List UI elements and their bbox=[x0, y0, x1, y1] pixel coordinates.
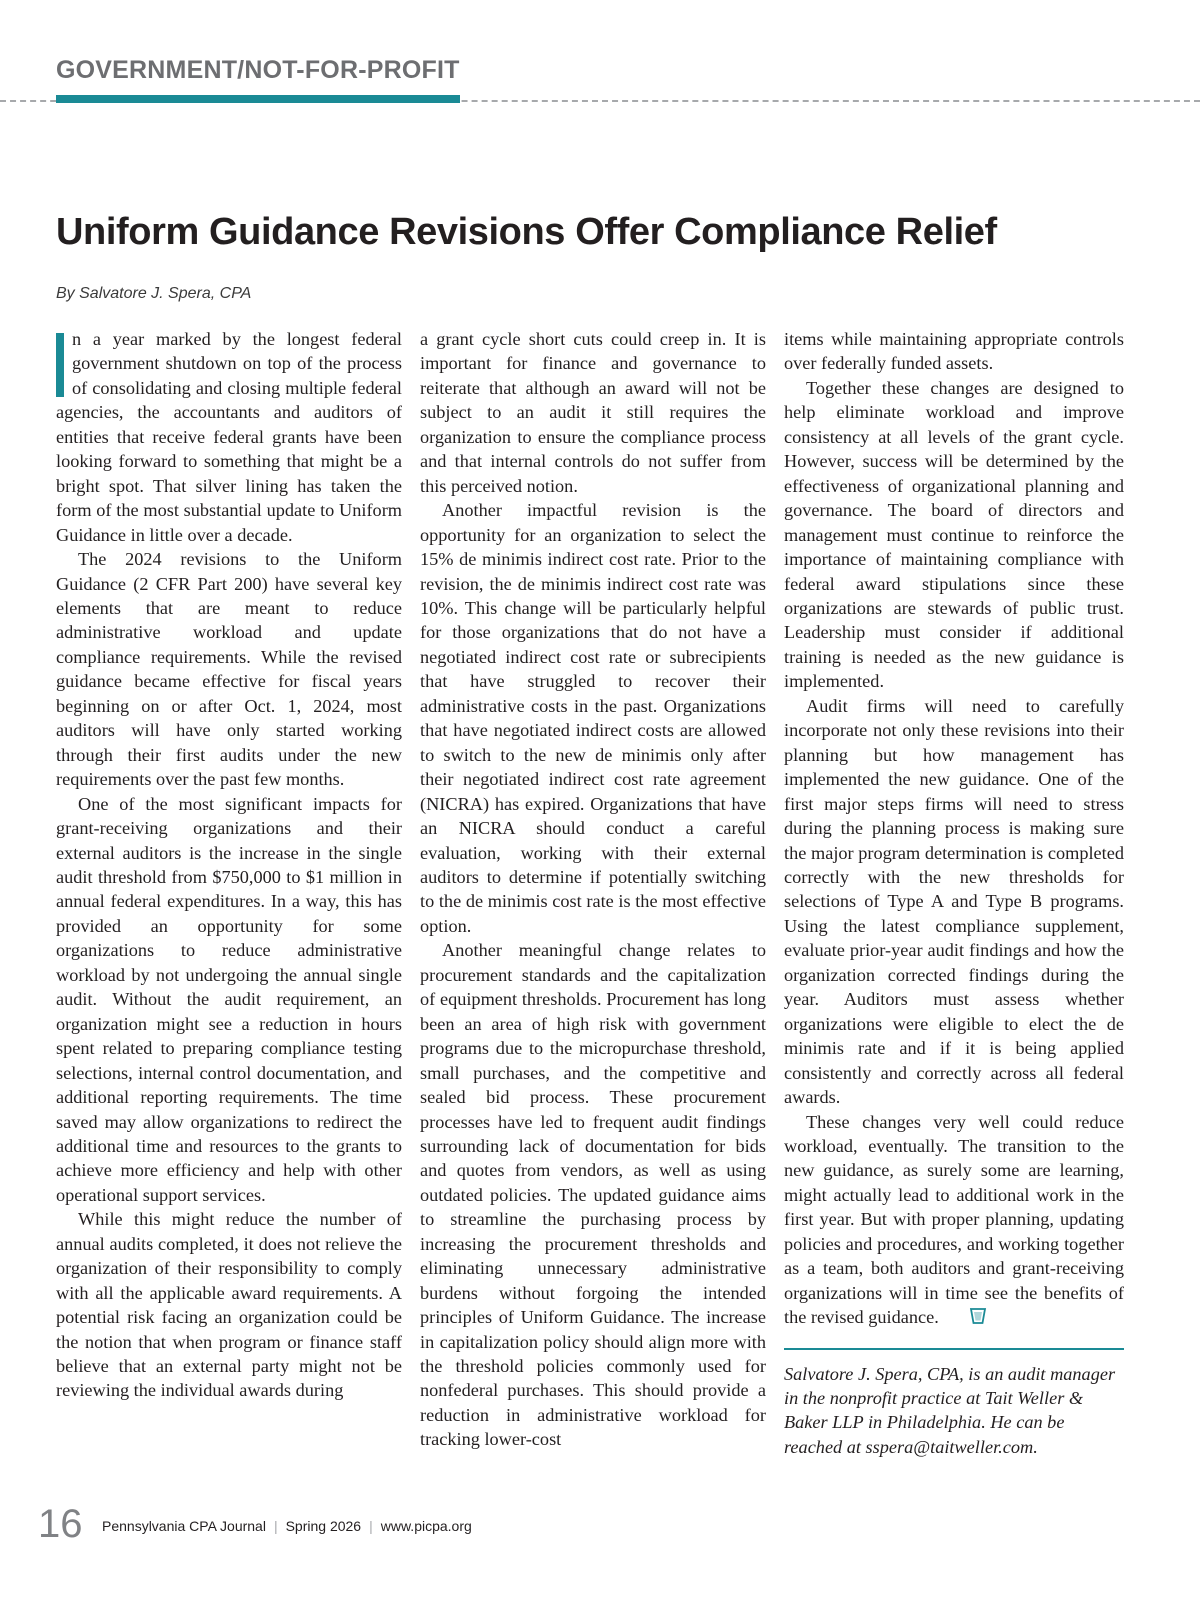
article-paragraph: Audit firms will need to carefully incorporate not only these revisions into their planning but how management has implemented the new guidance. One of the first major steps firms will need to stress during the planning process is making sure the major program determination is completed correctly with the new thresholds for selections of Type A and Type B programs. Using the latest compliance supplement, evaluate prior-year audit findings and how the organization corrected findings during the year. Auditors must assess whether organizations were eligible to elect the de minimis rate and if it is being applied consistently and correctly across all federal awards. bbox=[784, 695, 1124, 1108]
section-accent-bar bbox=[56, 95, 460, 103]
footer-info bbox=[102, 1518, 472, 1534]
paragraph-text: n a year marked by the longest federal government shutdown on top of the process of consolidating and closing multiple federal agencies, the accountants and auditors of entities that receive federal grants have been looking forward to something that might be a bright spot. That silver lining has taken the form of the most substantial update to Uniform Guidance in little over a decade. bbox=[56, 329, 402, 545]
drop-cap-i-mark bbox=[56, 333, 64, 397]
article-column-2 bbox=[420, 327, 766, 1452]
page-number: 16 bbox=[38, 1502, 83, 1546]
journal-name: Pennsylvania CPA Journal bbox=[102, 1518, 266, 1534]
footer-separator: | bbox=[369, 1518, 373, 1534]
article-paragraph bbox=[784, 1110, 1124, 1330]
article-column-3 bbox=[784, 327, 1124, 1459]
footer-separator: | bbox=[273, 1518, 278, 1534]
paragraph-text: These changes very well could reduce workload, eventually. The transition to the new guidance, as surely some are learning, might actually lead to additional work in the first year. But with proper planning, updating policies and procedures, and working together as a team, both auditors and grant-receiving organizations will in time see the benefits of the revised guidance. bbox=[784, 1111, 1124, 1328]
article-paragraph: The 2024 revisions to the Uniform Guidance (2 CFR Part 200) have several key elements that are meant to reduce administrative workload and update compliance requirements. While the revised guidance became effective for fiscal years beginning on or after Oct. 1, 2024, most auditors will have only started working through their first audits under the new requirements over the past few months. bbox=[56, 549, 402, 790]
article-column-1 bbox=[56, 327, 402, 1403]
section-header: GOVERNMENT/NOT-FOR-PROFIT bbox=[56, 56, 460, 84]
article-paragraph: Another meaningful change relates to procurement standards and the capitalization of equipment thresholds. Procurement has long been an area of high risk with government programs due to the micropurchase threshold, small purchases, and the competitive and sealed bid process. These procurement processes have led to frequent audit findings surrounding lack of documentation for bids and quotes from vendors, as well as using outdated policies. The updated guidance aims to streamline the purchasing process by increasing the procurement thresholds and eliminating unnecessary administrative burdens without forgoing the intended principles of Uniform Guidance. The increase in capitalization policy should align more with the threshold policies commonly used for nonfederal purchases. This should provide a reduction in administrative workload for tracking lower-cost bbox=[420, 940, 766, 1450]
article-paragraph: While this might reduce the number of annual audits completed, it does not relieve the organization of their responsibility to comply with all the applicable award requirements. A potential risk facing an organization could be the notion that when program or finance staff believe that an external party might not be reviewing the individual awards during bbox=[56, 1209, 402, 1401]
article-paragraph: Another impactful revision is the opportunity for an organization to select the 15% de minimis indirect cost rate. Prior to the revision, the de minimis indirect cost rate was 10%. This change will be particularly helpful for those organizations that do not have a negotiated indirect cost rate or subrecipients that have struggled to recover their administrative costs in the past. Organizations that have negotiated indirect costs are allowed to switch to the new de minimis only after their negotiated indirect cost rate agreement (NICRA) has expired. Organizations that have an NICRA should conduct a careful evaluation, working with their external auditors to determine if potentially switching to the de minimis cost rate is the most effective option. bbox=[420, 500, 766, 936]
bio-divider bbox=[784, 1348, 1124, 1350]
issue-date: Spring 2026 bbox=[285, 1518, 362, 1534]
keystone-icon bbox=[947, 1307, 965, 1325]
article-paragraph: Together these changes are designed to help eliminate workload and improve consistency at all levels of the grant cycle. However, success will be determined by the effectiveness of organizational planning and governance. The board of directors and management must continue to reinforce the importance of maintaining compliance with federal award stipulations since these organizations are stewards of public trust. Leadership must consider if additional training is needed as the new guidance is implemented. bbox=[784, 377, 1124, 692]
article-paragraph: a grant cycle short cuts could creep in. It is important for finance and governance to reiterate that although an award will not be subject to an audit it still requires the organization to ensure the compliance process and that internal controls do not suffer from this perceived notion. bbox=[420, 329, 766, 496]
website-link[interactable]: www.picpa.org bbox=[380, 1518, 472, 1534]
article-paragraph: items while maintaining appropriate controls over federally funded assets. bbox=[784, 329, 1124, 374]
article-paragraph: One of the most significant impacts for grant-receiving organizations and their external auditors is the increase in the single audit threshold from $750,000 to $1 million in annual federal expenditures. In a way, this has provided an opportunity for some organizations to reduce administrative workload by not undergoing the annual single audit. Without the audit requirement, an organization might see a reduction in hours spent related to preparing compliance testing selections, internal control documentation, and additional reporting requirements. The time saved may allow organizations to redirect the additional time and resources to the grants to achieve more efficiency and help with other operational support services. bbox=[56, 793, 402, 1205]
article-title: Uniform Guidance Revisions Offer Compliance Relief bbox=[56, 211, 997, 253]
author-bio: Salvatore J. Spera, CPA, is an audit manager in the nonprofit practice at Tait Weller & Baker LLP in Philadelphia. He can be reached at sspera@taitweller.com. bbox=[784, 1363, 1116, 1457]
article-paragraph bbox=[56, 327, 402, 547]
byline: By Salvatore J. Spera, CPA bbox=[56, 285, 252, 302]
